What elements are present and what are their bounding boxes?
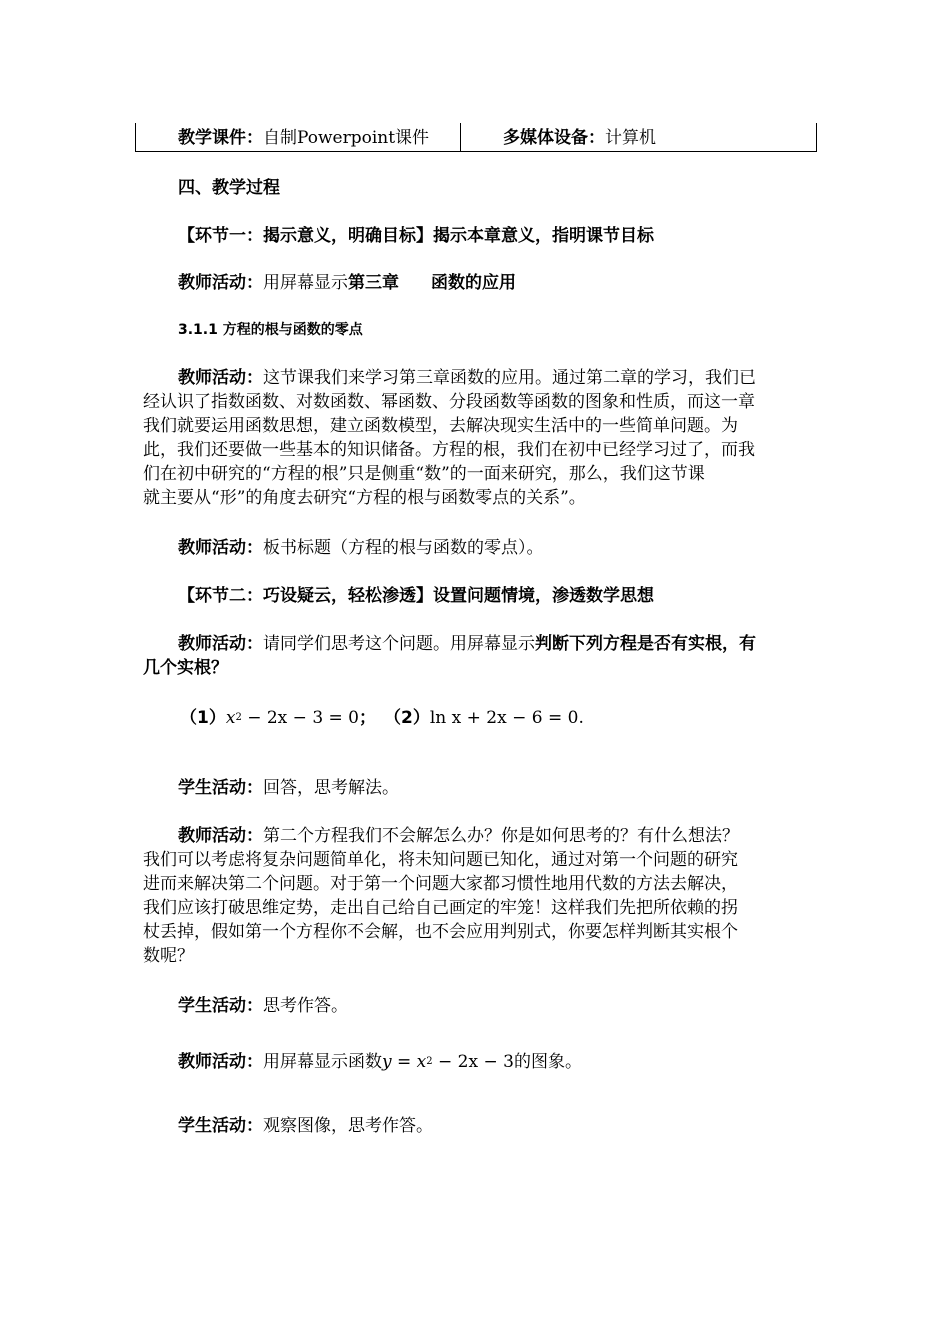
equation-separator: ； xyxy=(359,708,377,728)
equation-2-rest: x + 2x − 6 = 0 xyxy=(446,708,579,728)
activity-label: 学生活动： xyxy=(178,778,263,798)
paragraph-text: 第二个方程我们不会解怎么办？你是如何思考的？有什么想法？ xyxy=(263,826,739,846)
activity-label: 教师活动： xyxy=(178,538,263,558)
paragraph-text: 用屏幕显示函数 xyxy=(263,1052,382,1072)
stage2-heading xyxy=(178,584,654,608)
paragraph-3 xyxy=(178,536,544,560)
activity-label: 教师活动： xyxy=(178,368,263,388)
formula-exponent: 2 xyxy=(426,1056,433,1067)
paragraph-7 xyxy=(178,994,348,1018)
subheading: 3.1.1 方程的根与函数的零点 xyxy=(178,322,363,338)
paragraph-text: 这节课我们来学习第三章函数的应用。通过第二章的学习，我们已 xyxy=(263,368,756,388)
paragraph-text: 请同学们思考这个问题。用屏幕显示 xyxy=(263,634,535,654)
activity-label: 学生活动： xyxy=(178,1116,263,1136)
activity-label: 教师活动： xyxy=(178,826,263,846)
stage2-desc: 设置问题情境，渗透数学思想 xyxy=(433,586,654,606)
chapter-title: 函数的应用 xyxy=(431,273,516,293)
paragraph-text: 思考作答。 xyxy=(263,996,348,1016)
courseware-label: 教学课件： xyxy=(178,128,263,148)
section-heading: 四、教学过程 xyxy=(178,178,280,198)
table-border-left xyxy=(135,123,136,151)
equation-1 xyxy=(226,708,359,728)
equipment-label: 多媒体设备： xyxy=(503,128,605,148)
equation-1-exponent: 2 xyxy=(235,712,242,723)
paragraph-text-tail: 的图象。 xyxy=(513,1052,582,1072)
paragraph-6-line-4: 我们应该打破思维定势，走出自己给自己画定的牢笼！这样我们先把所依赖的拐 xyxy=(143,898,738,918)
paragraph-1 xyxy=(178,271,516,295)
paragraph-2-line-1 xyxy=(178,366,756,390)
paragraph-6-line-3: 进而来解决第二个问题。对于第一个问题大家都习惯性地用代数的方法去解决， xyxy=(143,874,738,894)
function-formula xyxy=(382,1052,514,1072)
equation-2-number: （2） xyxy=(384,708,430,728)
question-text: 判断下列方程是否有实根，有 xyxy=(535,634,756,654)
paragraph-2-line-6: 就主要从“形”的角度去研究“方程的根与函数零点的关系”。 xyxy=(143,488,586,508)
formula-part-1: y = x xyxy=(382,1052,427,1072)
equations-line xyxy=(180,706,584,733)
paragraph-6-line-1 xyxy=(178,824,739,848)
equation-1-number: （1） xyxy=(180,708,226,728)
paragraph-8 xyxy=(178,1050,582,1077)
equipment-value: 计算机 xyxy=(605,128,656,148)
table-border-right xyxy=(816,123,817,151)
activity-label: 学生活动： xyxy=(178,996,263,1016)
paragraph-text: 用屏幕显示 xyxy=(263,273,348,293)
table-border-middle xyxy=(460,123,461,151)
paragraph-6-line-5: 杖丢掉，假如第一个方程你不会解，也不会应用判别式，你要怎样判断其实根个 xyxy=(143,922,738,942)
stage1-desc: 揭示本章意义，指明课节目标 xyxy=(433,226,654,246)
equation-2-ln: ln xyxy=(429,708,447,728)
activity-label: 教师活动： xyxy=(178,273,263,293)
stage1-heading xyxy=(178,224,654,248)
equation-2 xyxy=(430,708,579,728)
paragraph-2-line-2: 经认识了指数函数、对数函数、幂函数、分段函数等函数的图象和性质，而这一章 xyxy=(143,392,755,412)
paragraph-text: 回答，思考解法。 xyxy=(263,778,399,798)
activity-label: 教师活动： xyxy=(178,1052,263,1072)
courseware-value: 自制Powerpoint课件 xyxy=(263,128,430,148)
chapter-label: 第三章 xyxy=(348,273,399,293)
paragraph-2-line-4: 此，我们还要做一些基本的知识储备。方程的根，我们在初中已经学习过了，而我 xyxy=(143,440,755,460)
paragraph-text: 板书标题（方程的根与函数的零点）。 xyxy=(263,538,544,558)
equation-end: . xyxy=(578,708,584,728)
paragraph-9 xyxy=(178,1114,433,1138)
paragraph-2-line-3: 我们就要运用函数思想，建立函数模型，去解决现实生活中的一些简单问题。为 xyxy=(143,416,738,436)
paragraph-2-line-5: 们在初中研究的“方程的根”只是侧重“数”的一面来研究，那么，我们这节课 xyxy=(143,464,705,484)
equipment-cell xyxy=(503,126,656,150)
activity-label: 教师活动： xyxy=(178,634,263,654)
paragraph-6-line-6: 数呢？ xyxy=(143,946,194,966)
paragraph-6-line-2: 我们可以考虑将复杂问题简单化，将未知问题已知化，通过对第一个问题的研究 xyxy=(143,850,738,870)
paragraph-5 xyxy=(178,776,399,800)
stage2-title: 【环节二：巧设疑云，轻松渗透】 xyxy=(178,586,433,606)
formula-part-2: − 2x − 3 xyxy=(432,1052,514,1072)
equation-1-rest: − 2x − 3 = 0 xyxy=(241,708,360,728)
stage1-title: 【环节一：揭示意义，明确目标】 xyxy=(178,226,433,246)
equation-1-variable: x xyxy=(225,708,236,728)
paragraph-4-line-2: 几个实根？ xyxy=(143,658,228,678)
courseware-cell xyxy=(178,126,429,150)
paragraph-text: 观察图像，思考作答。 xyxy=(263,1116,433,1136)
paragraph-4-line-1 xyxy=(178,632,756,656)
